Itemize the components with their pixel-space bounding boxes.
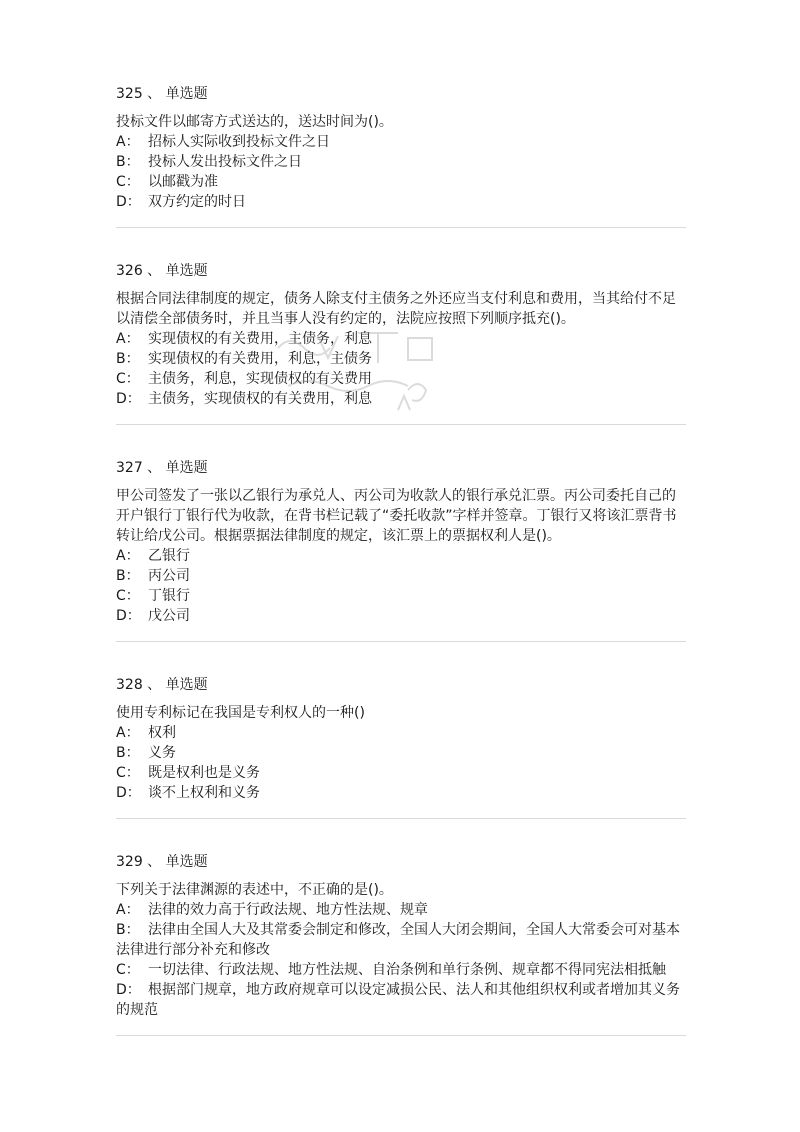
option-letter: B： bbox=[116, 154, 140, 170]
option-letter: A： bbox=[116, 902, 140, 918]
question-divider bbox=[116, 1035, 686, 1036]
option-text: 法律的效力高于行政法规、地方性法规、规章 bbox=[148, 902, 428, 918]
option-d bbox=[116, 389, 686, 409]
option-c bbox=[116, 960, 686, 980]
option-b bbox=[116, 566, 686, 586]
option-d bbox=[116, 606, 686, 626]
question-stem: 投标文件以邮寄方式送达的，送达时间为()。 bbox=[116, 114, 393, 130]
option-b bbox=[116, 349, 686, 369]
option-letter: C： bbox=[116, 174, 140, 190]
option-letter: C： bbox=[116, 962, 140, 978]
question-number: 328 、 单选题 bbox=[116, 677, 208, 693]
option-text: 谈不上权利和义务 bbox=[148, 785, 260, 801]
option-b bbox=[116, 920, 686, 960]
question-stem: 下列关于法律渊源的表述中，不正确的是()。 bbox=[116, 882, 393, 898]
option-letter: A： bbox=[116, 331, 140, 347]
question-326 bbox=[116, 261, 686, 425]
option-letter: D： bbox=[116, 391, 141, 407]
option-text: 一切法律、行政法规、地方性法规、自治条例和单行条例、规章都不得同宪法相抵触 bbox=[148, 962, 666, 978]
question-327 bbox=[116, 458, 686, 642]
option-a bbox=[116, 900, 686, 920]
option-text: 法律由全国人大及其常委会制定和修改，全国人大闭会期间，全国人大常委会可对基本法律进行部分补充和修改 bbox=[116, 922, 680, 958]
option-text: 以邮戳为准 bbox=[148, 174, 218, 190]
option-text: 既是权利也是义务 bbox=[148, 765, 260, 781]
option-letter: C： bbox=[116, 371, 140, 387]
question-325 bbox=[116, 84, 686, 228]
option-letter: B： bbox=[116, 351, 140, 367]
option-text: 实现债权的有关费用，主债务，利息 bbox=[148, 331, 372, 347]
option-letter: B： bbox=[116, 922, 140, 938]
option-letter: C： bbox=[116, 765, 140, 781]
option-a bbox=[116, 723, 686, 743]
option-c bbox=[116, 586, 686, 606]
option-a bbox=[116, 132, 686, 152]
option-c bbox=[116, 172, 686, 192]
question-stem: 根据合同法律制度的规定，债务人除支付主债务之外还应当支付利息和费用，当其给付不足以清偿全部债务时，并且当事人没有约定的，法院应按照下列顺序抵充()。 bbox=[116, 291, 676, 327]
option-text: 实现债权的有关费用，利息，主债务 bbox=[148, 351, 372, 367]
question-number: 327 、 单选题 bbox=[116, 460, 208, 476]
option-text: 主债务，实现债权的有关费用，利息 bbox=[148, 391, 372, 407]
option-letter: B： bbox=[116, 568, 140, 584]
option-text: 根据部门规章，地方政府规章可以设定减损公民、法人和其他组织权利或者增加其义务的规范 bbox=[116, 982, 680, 1018]
option-letter: A： bbox=[116, 134, 140, 150]
question-stem: 甲公司签发了一张以乙银行为承兑人、丙公司为收款人的银行承兑汇票。丙公司委托自己的开户银行丁银行代为收款，在背书栏记载了“委托收款”字样并签章。丁银行又将该汇票背书转让给戊公司。根据票据法律制度的规定，该汇票上的票据权利人是()。 bbox=[116, 488, 677, 544]
option-letter: D： bbox=[116, 785, 141, 801]
option-letter: D： bbox=[116, 194, 141, 210]
question-328 bbox=[116, 675, 686, 819]
option-letter: D： bbox=[116, 608, 141, 624]
option-b bbox=[116, 743, 686, 763]
question-list bbox=[116, 84, 686, 1069]
option-c bbox=[116, 369, 686, 389]
option-letter: A： bbox=[116, 725, 140, 741]
option-letter: B： bbox=[116, 745, 140, 761]
option-d bbox=[116, 980, 686, 1020]
option-text: 权利 bbox=[148, 725, 176, 741]
option-text: 乙银行 bbox=[148, 548, 190, 564]
question-divider bbox=[116, 227, 686, 228]
option-letter: A： bbox=[116, 548, 140, 564]
question-number: 329 、 单选题 bbox=[116, 854, 208, 870]
option-letter: C： bbox=[116, 588, 140, 604]
option-text: 义务 bbox=[148, 745, 176, 761]
option-d bbox=[116, 783, 686, 803]
option-letter: D： bbox=[116, 982, 141, 998]
question-divider bbox=[116, 818, 686, 819]
question-number: 326 、 单选题 bbox=[116, 263, 208, 279]
question-stem: 使用专利标记在我国是专利权人的一种() bbox=[116, 705, 365, 721]
option-d bbox=[116, 192, 686, 212]
option-text: 主债务，利息，实现债权的有关费用 bbox=[148, 371, 372, 387]
question-divider bbox=[116, 424, 686, 425]
option-c bbox=[116, 763, 686, 783]
question-329 bbox=[116, 852, 686, 1036]
option-a bbox=[116, 546, 686, 566]
question-divider bbox=[116, 641, 686, 642]
option-text: 丙公司 bbox=[148, 568, 190, 584]
option-text: 招标人实际收到投标文件之日 bbox=[148, 134, 330, 150]
option-a bbox=[116, 329, 686, 349]
option-text: 双方约定的时日 bbox=[148, 194, 246, 210]
question-number: 325 、 单选题 bbox=[116, 86, 208, 102]
option-text: 投标人发出投标文件之日 bbox=[148, 154, 302, 170]
option-b bbox=[116, 152, 686, 172]
option-text: 戊公司 bbox=[148, 608, 190, 624]
option-text: 丁银行 bbox=[148, 588, 190, 604]
